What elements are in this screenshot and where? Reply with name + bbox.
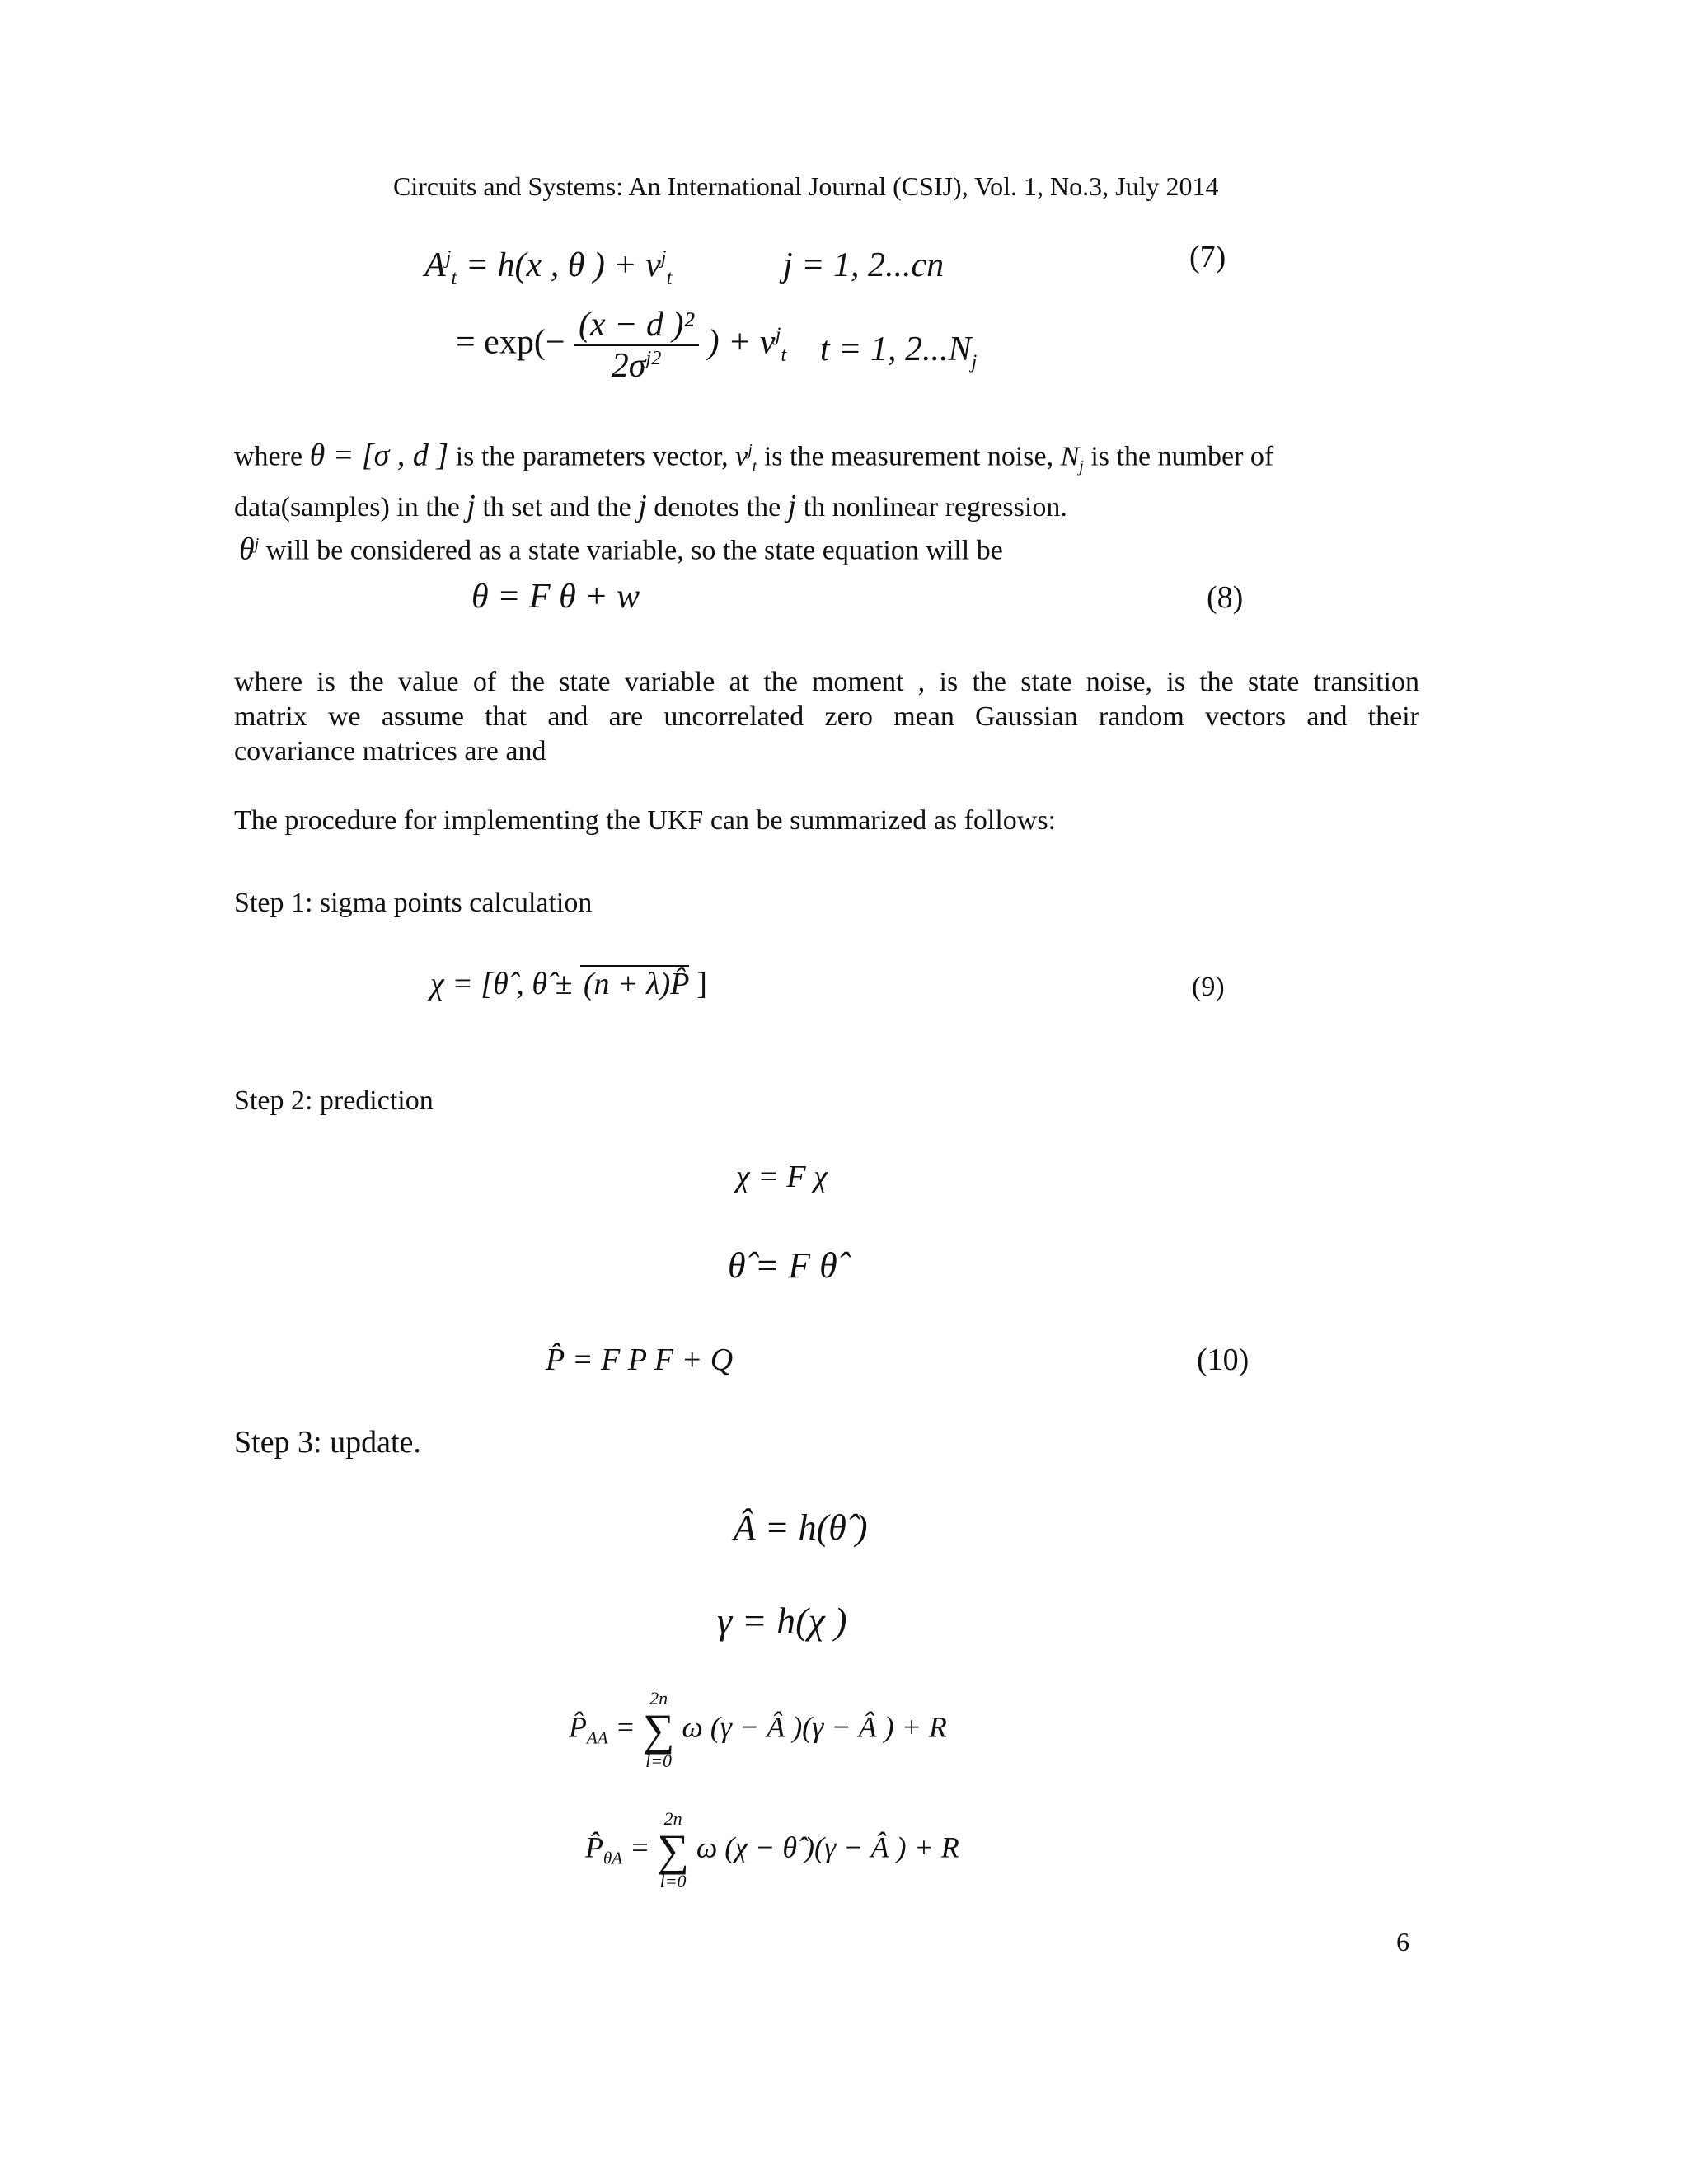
paragraph-state-description-line-1: where is the value of the state variable at the moment , is the state noise, is the state transition [234,667,1419,697]
summation-sign: 2n ∑ l=0 [657,1808,689,1891]
equation-9: χ = [θ̂ , θ̂ ± (n + λ)P̂ ] [430,967,707,1001]
equation-10-theta: θ̂ = F θ̂ [728,1245,837,1286]
equation-11-gamma: γ = h(χ ) [717,1600,847,1642]
step-2-heading: Step 2: prediction [234,1085,434,1116]
paragraph-procedure: The procedure for implementing the UKF can be summarized as follows: [234,805,1057,836]
equation-11-measurement-prediction: Â = h(θ̂ ) [734,1507,868,1548]
paragraph-data-samples: data(samples) in the j th set and the j denotes the j th nonlinear regression. [234,489,1067,523]
step-1-heading: Step 1: sigma points calculation [234,888,593,918]
exp-fraction-numerator: (x − d )² [574,305,699,346]
equation-7-number: (7) [1189,240,1226,274]
equation-10-chi: χ = F χ [736,1160,828,1194]
equation-11-covariance-theta-a: $P̂_{\theta A}$ = 2n ∑ l=0 ω (χ − θ̂ )(γ − Â ) + R [585,1808,959,1891]
equation-7-condition-1: j = 1, 2...cn [783,246,945,284]
exp-fraction: $\frac{\text{(x − d )²}}{2\sigma^{j2}}$ [574,305,699,386]
equation-9-number: (9) [1192,972,1225,1002]
paragraph-state-description-line-2: matrix we assume that and are uncorrelated zero mean Gaussian random vectors and their [234,701,1419,732]
exp-fraction-denominator: 2σ [611,347,646,385]
equation-7-condition-2: t = 1, $2...N_j$ [820,330,978,373]
equation-7-line-2: = exp(− $\frac{\text{(x − d )²}}{2\sigma^{j2}}$ ) + $v^j_t$ [456,306,787,385]
equation-11-covariance-aa: $P̂_{AA}$ = 2n ∑ l=0 ω (γ − Â )(γ − Â ) + R [569,1688,947,1771]
summation-sign: 2n ∑ l=0 [642,1688,675,1771]
paragraph-parameters: where θ = [σ , d ] is the parameters vector, $v^j_t$ is the measurement noise, $N_j$ is the number of [234,438,1274,476]
running-header: Circuits and Systems: An International Journal (CSIJ), Vol. 1, No.3, July 2014 [393,171,1219,201]
equation-8-number: (8) [1207,580,1244,615]
equation-10-number: (10) [1197,1343,1250,1377]
square-root: (n + λ)P̂ [580,965,689,1001]
paragraph-state-variable: $\theta^j$ will be considered as a state variable, so the state equation will be [239,532,1003,567]
equation-7-line-1: $A^j_t = h(x$ , θ ) + $v^j_t$ [424,246,673,289]
paragraph-state-description-line-3: covariance matrices are and [234,736,546,766]
page-number: 6 [1396,1927,1409,1957]
equation-8: θ = F θ + w [471,578,640,616]
step-3-heading: Step 3: update. [234,1425,421,1460]
equation-10-covariance: P̂ = F P F + Q [546,1343,734,1377]
